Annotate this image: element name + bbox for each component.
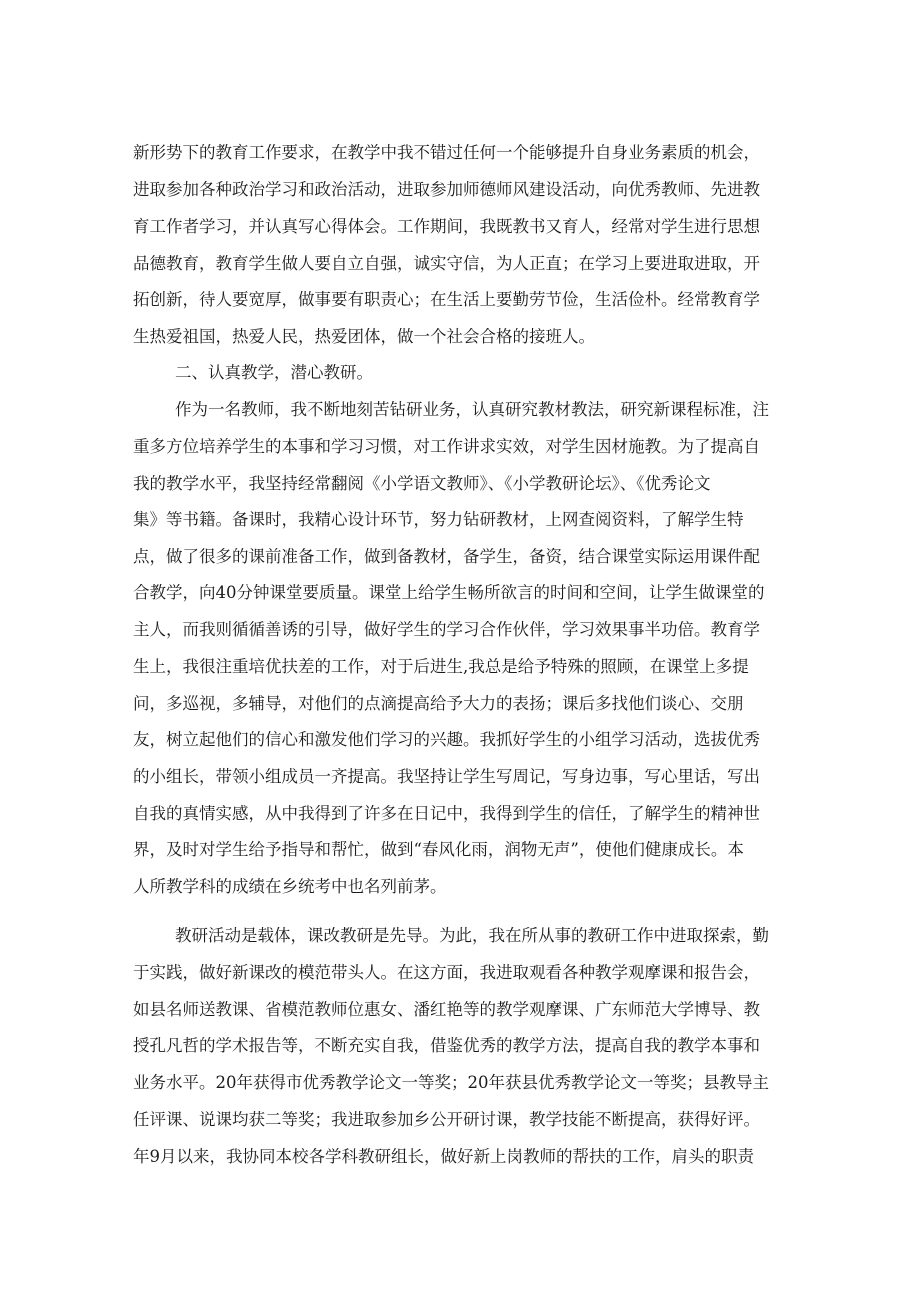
body-text-line: 年9月以来，我协同本校各学科教研组长，做好新上岗教师的帮扶的工作，肩头的职责 [133,1147,754,1166]
body-text-line: 如县名师送教课、省模范教师位惠女、潘红艳等的教学观摩课、广东师范大学博导、教 [133,1000,760,1019]
body-text-line: 友，树立起他们的信心和激发他们学习的兴趣。我抓好学生的小组学习活动，选拔优秀 [133,730,760,749]
body-text-line: 生上，我很注重培优扶差的工作，对于后进生,我总是给予特殊的照顾，在课堂上多提 [133,657,749,676]
body-text-line: 我的教学水平，我坚持经常翻阅《小学语文教师》、《小学教研论坛》、《优秀论文 [133,474,711,493]
body-text-line: 自我的真情实感，从中我得到了许多在日记中，我得到学生的信任，了解学生的精神世 [133,804,760,823]
body-text-line: 新形势下的教育工作要求，在教学中我不错过任何一个能够提升自身业务素质的机会， [133,143,760,162]
body-text-line: 拓创新，待人要宽厚，做事要有职责心；在生活上要勤劳节俭，生活俭朴。经常教育学 [133,290,760,309]
body-text-line: 生热爱祖国，热爱人民，热爱团体，做一个社会合格的接班人。 [133,327,595,346]
body-text-line: 点，做了很多的课前准备工作，做到备教材，备学生，备资，结合课堂实际运用课件配 [133,547,760,566]
body-text-line: 人所教学科的成绩在乡统考中也名列前茅。 [133,877,447,896]
body-text-line: 业务水平。20年获得市优秀教学论文一等奖；20年获县优秀教学论文一等奖；县教导主 [133,1073,769,1092]
body-text-line: 集》等书籍。备课时，我精心设计环节，努力钻研教材，上网查阅资料，了解学生特 [133,510,744,529]
body-text-line: 合教学，向40分钟课堂要质量。课堂上给学生畅所欲言的时间和空间，让学生做课堂的 [133,583,765,602]
section-heading: 二、认真教学，潜心教研。 [175,363,373,382]
body-text-line: 任评课、说课均获二等奖；我进取参加乡公开研讨课，教学技能不断提高，获得好评。 [133,1110,760,1129]
body-text-line: 进取参加各种政治学习和政治活动，进取参加师德师风建设活动，向优秀教师、先进教 [133,180,760,199]
body-text-line: 育工作者学习，并认真写心得体会。工作期间，我既教书又育人，经常对学生进行思想 [133,217,760,236]
body-text-line: 品德教育，教育学生做人要自立自强，诚实守信，为人正直；在学习上要进取进取，开 [133,254,760,273]
body-text-line: 授孔凡哲的学术报告等，不断充实自我，借鉴优秀的教学方法，提高自我的教学本事和 [133,1036,760,1055]
body-text-line: 重多方位培养学生的本事和学习习惯，对工作讲求实效，对学生因材施教。为了提高自 [133,437,760,456]
body-text-line: 的小组长，带领小组成员一齐提高。我坚持让学生写周记，写身边事，写心里话，写出 [133,767,760,786]
body-text-line: 界，及时对学生给予指导和帮忙，做到“春风化雨，润物无声”，使他们健康成长。本 [133,840,744,859]
paragraph-first-line: 教研活动是载体，课改教研是先导。为此，我在所从事的教研工作中进取探索，勤 [175,926,769,945]
paragraph-first-line: 作为一名教师，我不断地刻苦钻研业务，认真研究教材教法，研究新课程标准，注 [175,400,769,419]
body-text-line: 问，多巡视，多辅导，对他们的点滴提高给予大力的表扬；课后多找他们谈心、交朋 [133,694,744,713]
body-text-line: 于实践，做好新课改的模范带头人。在这方面，我进取观看各种教学观摩课和报告会， [133,963,760,982]
body-text-line: 主人，而我则循循善诱的引导，做好学生的学习合作伙伴，学习效果事半功倍。教育学 [133,620,760,639]
